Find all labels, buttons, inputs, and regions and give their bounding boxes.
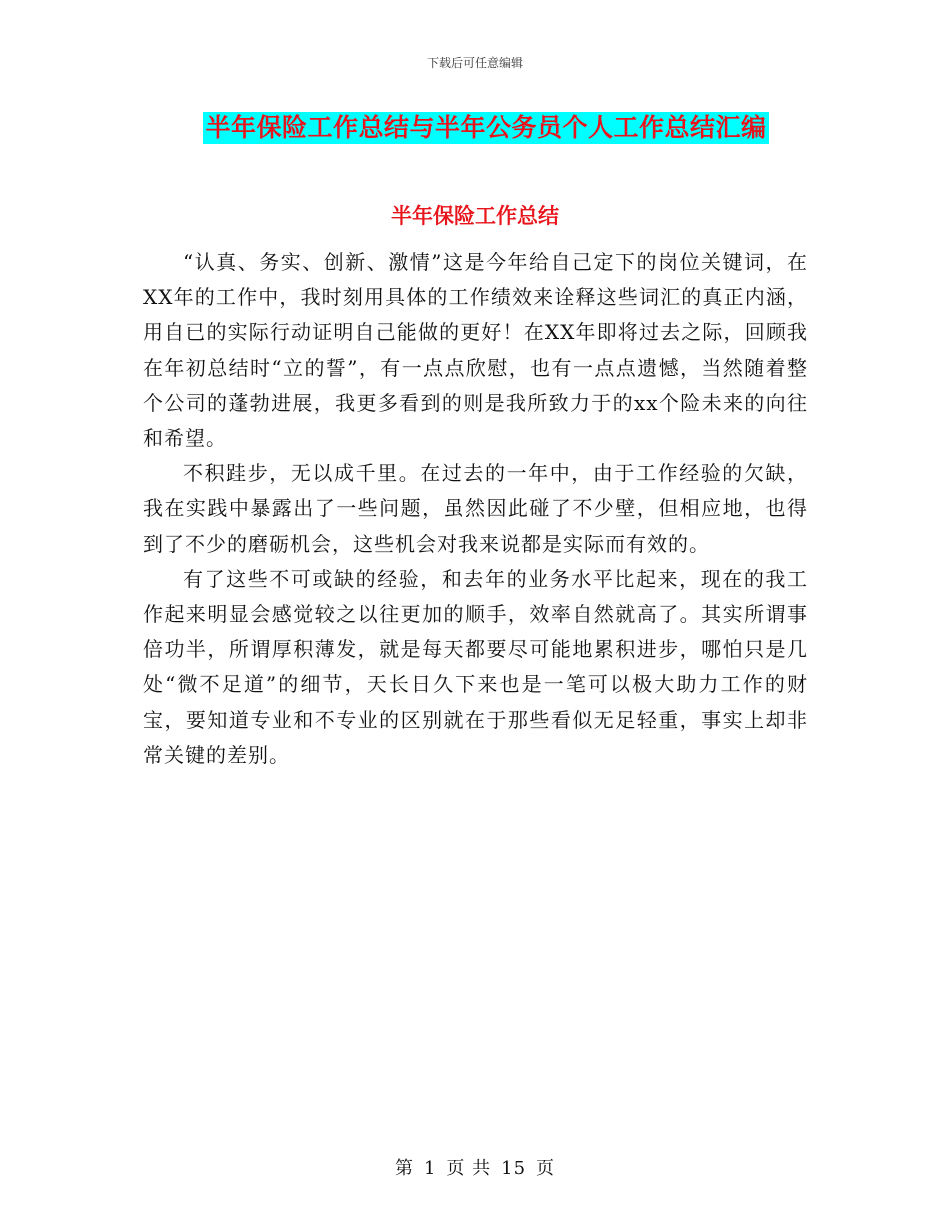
header-note: 下载后可任意编辑 bbox=[426, 56, 523, 70]
footer-suffix: 页 bbox=[536, 1158, 556, 1179]
paragraph-3: 有了这些不可或缺的经验，和去年的业务水平比起来，现在的我工作起来明显会感觉较之以往更加的顺手，效率自然就高了。其实所谓事倍功半，所谓厚积薄发，就是每天都要尽可能地累积进步，哪怕只是几处“微不足道”的细节，天长日久下来也是一笔可以极大助力工作的财宝，要知道专业和不专业的区别就在于那些看似无足轻重，事实上却非常关键的差别。 bbox=[143, 566, 808, 767]
document-body bbox=[143, 245, 808, 773]
footer-middle: 页 共 bbox=[446, 1158, 492, 1179]
page-footer bbox=[0, 1154, 950, 1180]
footer-total-pages: 15 bbox=[501, 1158, 527, 1179]
footer-page-number: 1 bbox=[423, 1158, 437, 1179]
paragraph-1: “认真、务实、创新、激情”这是今年给自己定下的岗位关键词，在XX年的工作中，我时刻用具体的工作绩效来诠释这些词汇的真正内涵，用自已的实际行动证明自己能做的更好！在XX年即将过去之际，回顾我在年初总结时“立的誓”，有一点点欣慰，也有一点点遗憾，当然随着整个公司的蓬勃进展，我更多看到的则是我所致力于的xx个险未来的向往和希望。 bbox=[143, 250, 808, 451]
footer-prefix: 第 bbox=[394, 1158, 414, 1179]
paragraph-2: 不积跬步，无以成千里。在过去的一年中，由于工作经验的欠缺，我在实践中暴露出了一些问题，虽然因此碰了不少壁，但相应地，也得到了不少的磨砺机会，这些机会对我来说都是实际而有效的。 bbox=[143, 461, 808, 556]
document-title: 半年保险工作总结与半年公务员个人工作总结汇编 bbox=[205, 113, 767, 142]
section-title: 半年保险工作总结 bbox=[391, 204, 559, 228]
document-title-container bbox=[0, 112, 950, 144]
